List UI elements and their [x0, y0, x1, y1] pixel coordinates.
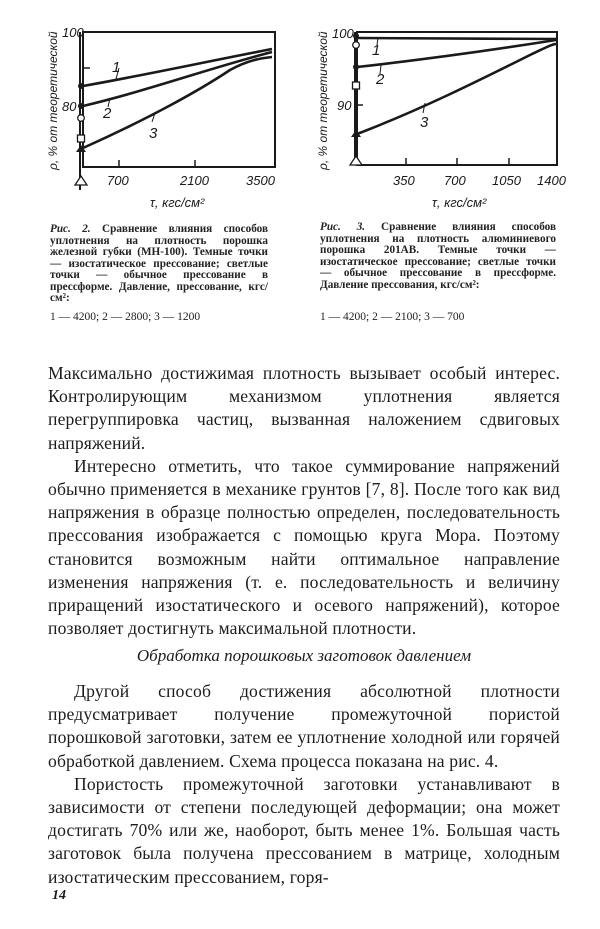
figure-3-caption [320, 222, 556, 291]
y-tick-90: 90 [337, 98, 352, 113]
caption-label: Рис. 2. [50, 223, 91, 235]
y-tick-100: 100 [332, 26, 354, 41]
paragraph-2: Интересно отметить, что такое суммирование напряжений обычно применяется в механике грунтов [7, 8]. После того как вид напряжения в образце полностью определен, последовательность прессования изображается с помощью круга Мора. Поэтому становится возможным найти оптимальное направление изменения напряжения (т. е. последовательность и величину приращений изостатического и осевого напряжений), которое позволяет достигнуть максимальной плотности. [48, 455, 560, 639]
x-axis-label: τ, кгс/см² [150, 195, 205, 210]
figure-2-caption [50, 224, 268, 305]
x-axis-label: τ, кгс/см² [432, 195, 487, 210]
y-tick-80: 80 [62, 99, 77, 114]
x-tick-3500: 3500 [246, 173, 275, 188]
curve-label-2: 2 [103, 105, 112, 122]
section-heading: Обработка порошковых заготовок давлением [136, 646, 472, 665]
paragraph-4: Пористость промежуточной заготовки устанавливают в зависимости от степени последующей деформации; она может достигать 70% или же, наоборот, быть менее 1%. Большая часть заготовок была получена прессованием в матрице, холодным изостатическим прессованием, горя- [48, 773, 560, 887]
caption-label: Рис. 3. [320, 221, 366, 233]
curve-label-2: 2 [376, 71, 385, 88]
paragraph-3: Другой способ достижения абсолютной плотности предусматривает получение промежуточной пористой порошковой заготовки, затем ее уплотнение холодной или горячей обработкой давлением. Схема процесса показана на рис. 4. [48, 681, 560, 771]
caption-text: Сравнение влияния способов уплотнения на плотность алюминиевого порошка 201АВ. Темные точки — изостатическое прессование; светлые точки — обычное прессование в прессформе. Давление прессования, кгс/см²: [320, 221, 556, 291]
figure-3-legend: 1 — 4200; 2 — 2100; 3 — 700 [320, 311, 465, 323]
y-tick-100: 100 [62, 25, 84, 40]
x-tick-1400: 1400 [537, 173, 566, 188]
x-tick-1050: 1050 [492, 173, 521, 188]
curve-label-1: 1 [372, 42, 381, 59]
page-number: 14 [52, 888, 66, 903]
curve-label-1: 1 [112, 59, 121, 76]
figure-2-legend: 1 — 4200; 2 — 2800; 3 — 1200 [50, 311, 201, 323]
curve-label-3: 3 [149, 125, 158, 142]
x-tick-2100: 2100 [180, 173, 209, 188]
body-section-1 [48, 362, 560, 640]
x-tick-700: 700 [444, 173, 466, 188]
paragraph-1: Максимально достижимая плотность вызывает особый интерес. Контролирующим механизмом уплотнения является перегруппировка частиц, вызванная наложением сдвиговых напряжений. [48, 363, 560, 453]
y-axis-label: ρ, % от теоретической [46, 31, 60, 170]
figure-3 [0, 0, 600, 210]
body-section-2 [48, 680, 560, 889]
y-axis-label: ρ, % от теоретической [316, 31, 330, 170]
curve-label-3: 3 [420, 114, 429, 131]
figure-3-chart [0, 0, 600, 210]
caption-text: Сравнение влияния способов уплотнения на плотность порошка железной губки (МН-100). Темные точки — изостатическое прессование; светлые точки — обычное прессование в прессформе. Давление, прессование, кгс/см²: [50, 223, 268, 304]
x-tick-350: 350 [393, 173, 415, 188]
x-tick-700: 700 [107, 173, 129, 188]
